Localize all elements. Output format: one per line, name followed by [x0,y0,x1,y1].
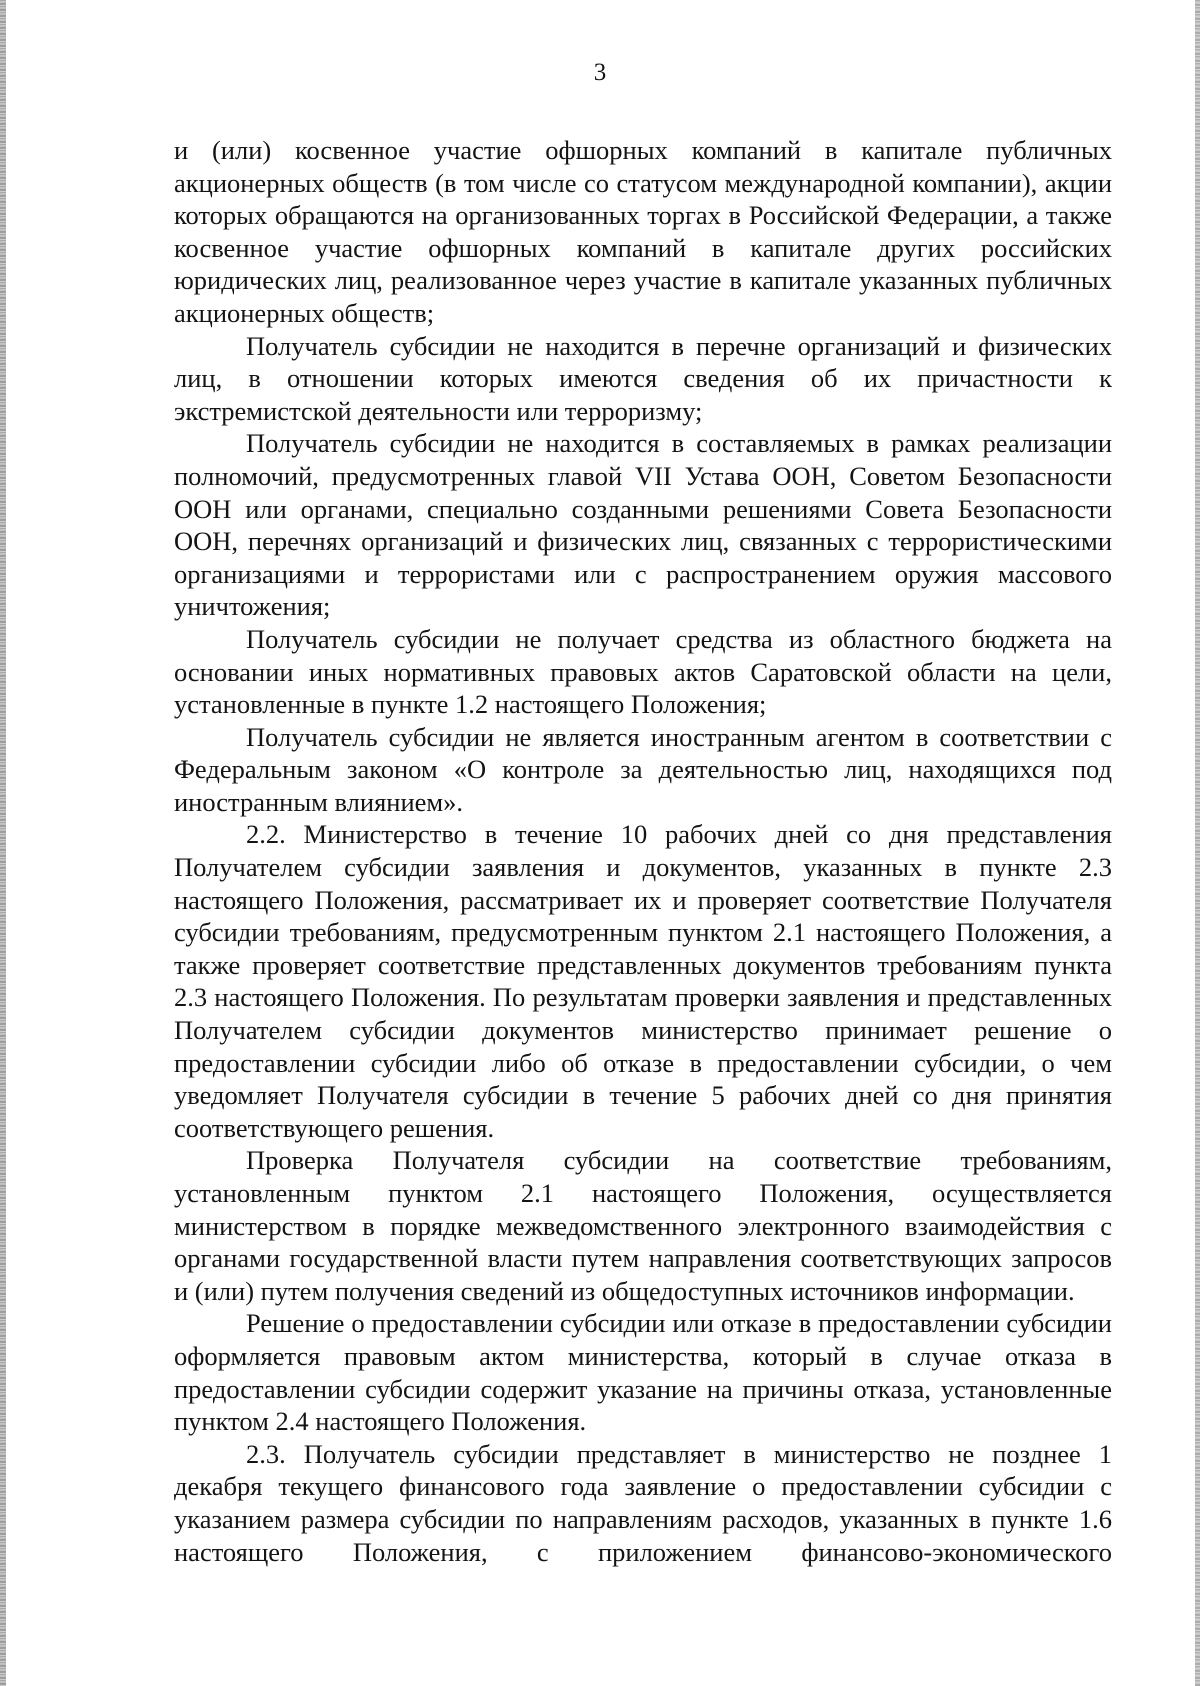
paragraph-2-3-application: 2.3. Получатель субсидии представляет в министерство не позднее 1 декабря текущего финансового года заявление о предоставлении субсидии с указанием размера субсидии по направлениям расходов, указанных в пункте 1.6 настоящего Положения, с приложением финансово-экономического [174,1438,1112,1567]
paragraph-2-2-review: 2.2. Министерство в течение 10 рабочих дней со дня представления Получателем субсидии заявления и документов, указанных в пункте 2.3 настоящего Положения, рассматривает их и проверяет соответствие Получателя субсидии требованиям, предусмотренным пунктом 2.1 настоящего Положения, а также проверяет соответствие представленных документов требованиям пункта 2.3 настоящего Положения. По результатам проверки заявления и представленных Получателем субсидии документов министерство принимает решение о предоставлении субсидии либо об отказе в предоставлении субсидии, о чем уведомляет Получателя субсидии в течение 5 рабочих дней со дня принятия соответствующего решения. [174,819,1112,1143]
page-number: 3 [593,59,607,86]
scan-edge-left [0,0,6,1686]
paragraph-interagency-check: Проверка Получателя субсидии на соответствие требованиям, установленным пунктом 2.1 настоящего Положения, осуществляется министерством в порядке межведомственного электронного взаимодействия с органами государственной власти путем направления соответствующих запросов и (или) путем получения сведений из общедоступных источников информации. [174,1145,1112,1306]
scan-edge-right [1195,0,1200,1686]
paragraph-other-regional-funds: Получатель субсидии не получает средства из областного бюджета на основании иных нормативных правовых актов Саратовской области на цели, установленные в пункте 1.2 настоящего Положения; [174,623,1112,720]
paragraph-extremism-list: Получатель субсидии не находится в перечне организаций и физических лиц, в отношении которых имеются сведения об их причастности к экстремистской деятельности или терроризму; [174,330,1112,426]
paragraph-decision-act: Решение о предоставлении субсидии или отказе в предоставлении субсидии оформляется правовым актом министерства, который в случае отказа в предоставлении субсидии содержит указание на причины отказа, установленные пунктом 2.4 настоящего Положения. [174,1308,1112,1437]
paragraph-foreign-agent: Получатель субсидии не является иностранным агентом в соответствии с Федеральным законом «О контроле за деятельностью лиц, находящихся под иностранным влиянием». [174,721,1112,817]
paragraph-offshore-participation: и (или) косвенное участие офшорных компаний в капитале публичных акционерных обществ (в том числе со статусом международной компании), акции которых обращаются на организованных торгах в Российской Федерации, а также косвенное участие офшорных компаний в капитале других российских юридических лиц, реализованное через участие в капитале указанных публичных акционерных обществ; [174,135,1112,328]
document-body [174,134,1112,1568]
paragraph-un-sanctions-list: Получатель субсидии не находится в составляемых в рамках реализации полномочий, предусмотренных главой VII Устава ООН, Советом Безопасности ООН или органами, специально созданными решениями Совета Безопасности ООН, перечнях организаций и физических лиц, связанных с террористическими организациями и террористами или с распространением оружия массового уничтожения; [174,428,1112,622]
